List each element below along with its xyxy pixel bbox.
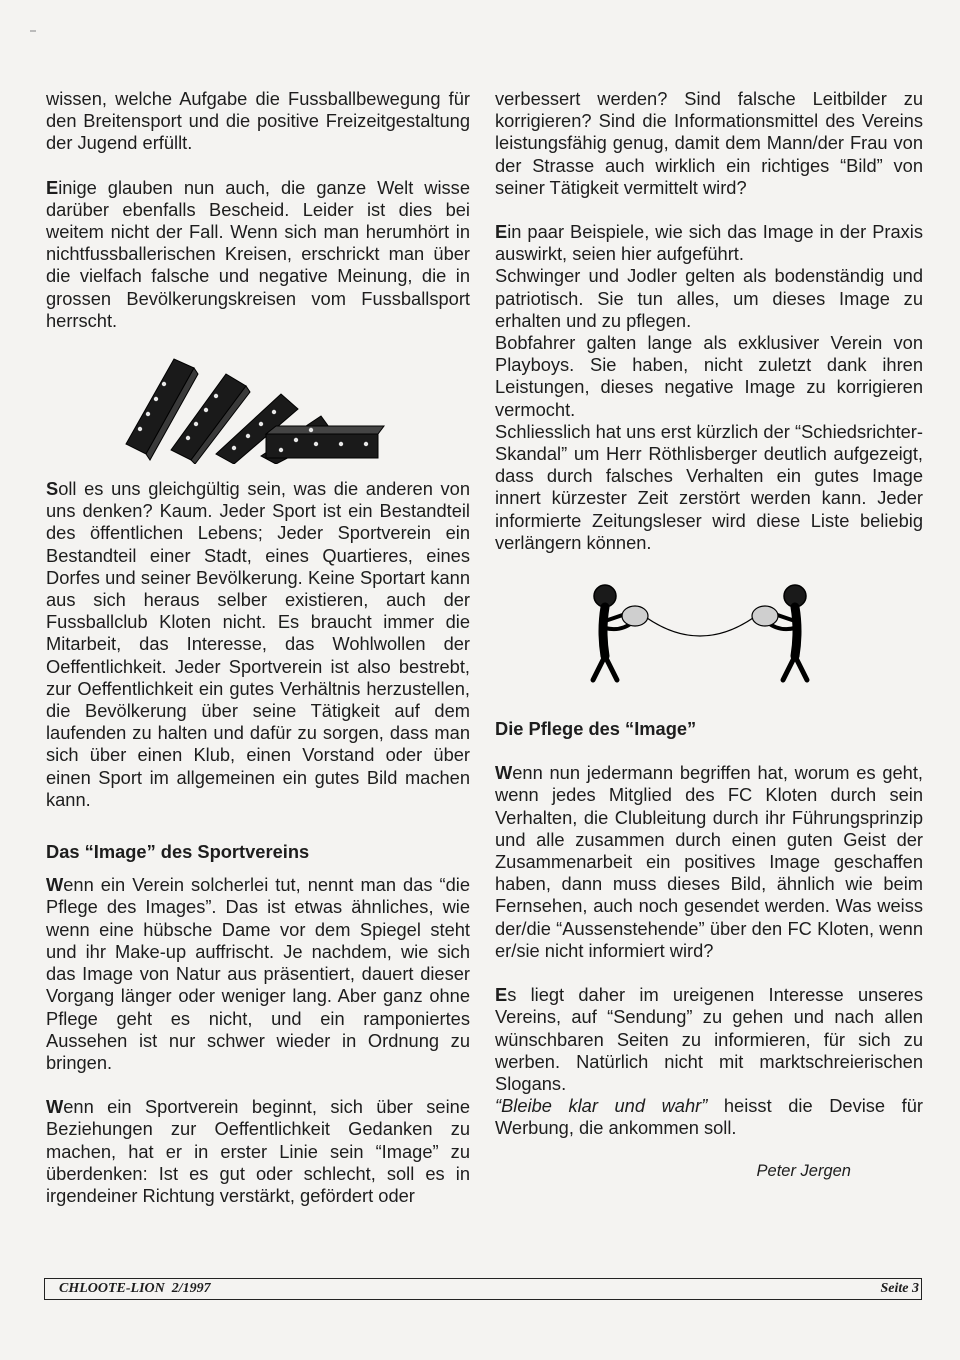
initial-letter: S bbox=[46, 478, 59, 500]
left-column bbox=[46, 88, 470, 1207]
paragraph bbox=[46, 1096, 470, 1207]
paragraph: Schwinger und Jodler gelten als bodenständig und patriotisch. Sie tun alles, um dieses Image zu erhalten und zu pflegen. bbox=[495, 265, 923, 331]
author-signature: Peter Jergen bbox=[756, 1161, 851, 1180]
scan-speck bbox=[30, 30, 36, 32]
paragraph bbox=[46, 478, 470, 811]
paragraph-text: in paar Beispiele, wie sich das Image in der Praxis auswirkt, seien hier aufgeführt. bbox=[495, 221, 923, 265]
paragraph: wissen, welche Aufgabe die Fussballbewegung für den Breitensport und die positive Freizeitgestaltung der Jugend erfüllt. bbox=[46, 88, 470, 154]
page-number: Seite 3 bbox=[880, 1281, 919, 1296]
paragraph bbox=[46, 874, 470, 1074]
paragraph bbox=[495, 1095, 923, 1139]
section-heading: Das “Image” des Sportvereins bbox=[46, 841, 310, 863]
initial-letter: E bbox=[495, 984, 508, 1006]
paragraph-text: enn ein Sportverein beginnt, sich über seine Beziehungen zur Oeffentlichkeit Gedanken zu machen, hat er in erster Linie sein “Image” zu überdenken: Ist es gut oder schlecht, soll es in irgendeiner Richtung verstärkt, gefördert oder bbox=[46, 1096, 470, 1206]
paragraph: Schliesslich hat uns erst kürzlich der “Schiedsrichter-Skandal” um Herr Röthlisberger deutlich aufgezeigt, dass durch falsches Verhalten ein gutes Image innert kürzester Zeit zerstört werden kann. Jeder informierte Zeitungsleser wird diese Liste beliebig verlängern können. bbox=[495, 420, 923, 553]
paragraph-text: enn ein Verein solcherlei tut, nennt man das “die Pflege des Images”. Das ist etwas ähnliches, wie wenn eine hübsche Dame vor dem Spiegel steht und ihr Make-up auffrischt. Je nachdem, wie sich das Image von Natur aus präsentiert, dauert dieser Vorgang länger oder weniger lang. Aber ganz ohne Pflege geht es nicht, und ein ramponiertes Aussehen ist nur schwer wieder in Ordnung zu bringen. bbox=[46, 874, 470, 1073]
initial-letter: W bbox=[46, 1096, 64, 1118]
initial-letter: W bbox=[495, 762, 513, 784]
paragraph-text: heisst die Devise für Werbung, die ankommen soll. bbox=[495, 1095, 923, 1139]
paragraph: verbessert werden? Sind falsche Leitbilder zu korrigieren? Sind die Informationsmittel des Vereins leistungsfähig genug, damit dem Mann/der Frau von der Strasse auch wirklich ein richtiges “Bild” von seiner Tätigkeit vermittelt wird? bbox=[495, 88, 923, 198]
right-column bbox=[495, 88, 923, 1182]
paragraph-text: oll es uns gleichgültig sein, was die anderen von uns denken? Kaum. Jeder Sport ist ein Bestandteil des öffentlichen Lebens; Jeder Sportverein ein Bestandteil einer Stadt, eines Quartieres, eines Dorfes und seiner Bevölkerung. Keine Sportart kann aus sich heraus selber existieren, auch der Fussballclub Kloten nicht. Es braucht immer die Mitarbeit, das Interesse, das Wohlwollen der Oeffentlichkeit. Jeder Sportverein ist also bestrebt, zur Oeffentlichkeit ein gutes Verhältnis herzustellen, die Bevölkerung über seine Tätigkeit auf dem laufenden zu halten und dafür zu sorgen, dass man sich über einen Klub, einen Vorstand oder über einen Sport im allgemeinen ein gutes Bild machen kann. bbox=[46, 478, 470, 810]
dominoes-illustration bbox=[116, 354, 386, 464]
slogan: “Bleibe klar und wahr” bbox=[495, 1095, 708, 1117]
paragraph bbox=[495, 762, 923, 962]
initial-letter: E bbox=[495, 221, 508, 243]
paragraph bbox=[46, 177, 470, 332]
paragraph: Bobfahrer galten lange als exklusiver Verein von Playboys. Sie haben, nicht zuletzt dank ihren Leistungen, dieses negative Image zu korrigieren vermocht. bbox=[495, 332, 923, 420]
section-heading: Die Pflege des “Image” bbox=[495, 718, 697, 740]
page-footer bbox=[44, 1278, 922, 1300]
publication-issue: CHLOOTE-LION 2/1997 bbox=[59, 1281, 211, 1296]
initial-letter: W bbox=[46, 874, 64, 896]
paragraph bbox=[495, 221, 923, 265]
paragraph bbox=[495, 984, 923, 1095]
paragraph-text: inige glauben nun auch, die ganze Welt wisse darüber ebenfalls Bescheid. Leider ist dies bei weitem nicht der Fall. Wenn sich man herumhört in nichtfussballerischen Kreisen, erschrickt man über die vielfach falsche und negative Meinung, die in grossen Bevölkerungskreisen vom Fussballsport herrscht. bbox=[46, 176, 470, 331]
paragraph-text: enn nun jedermann begriffen hat, worum es geht, wenn jedes Mitglied des FC Kloten durch sein Verhalten, die Clubleitung durch ihr Führungsprinzip und alle zusammen durch einen guten Geist der Zusammenarbeit ein positives Image geschaffen haben, dann muss dieses Bild, ähnlich wie beim Fernsehen, auch noch gesendet werden. Was weiss der/die “Aussenstehende” über den FC Kloten, wenn er/sie nicht informiert wird? bbox=[495, 762, 923, 961]
initial-letter: E bbox=[46, 176, 59, 198]
paragraph-text: s liegt daher im ureigenen Interesse unseres Vereins, auf “Sendung” zu gehen und nach allen wünschbaren Seiten zu informieren, für sich zu werben. Natürlich nicht mit marktschreierischen Slogans. bbox=[495, 984, 923, 1094]
tin-can-telephone-illustration bbox=[575, 576, 825, 686]
